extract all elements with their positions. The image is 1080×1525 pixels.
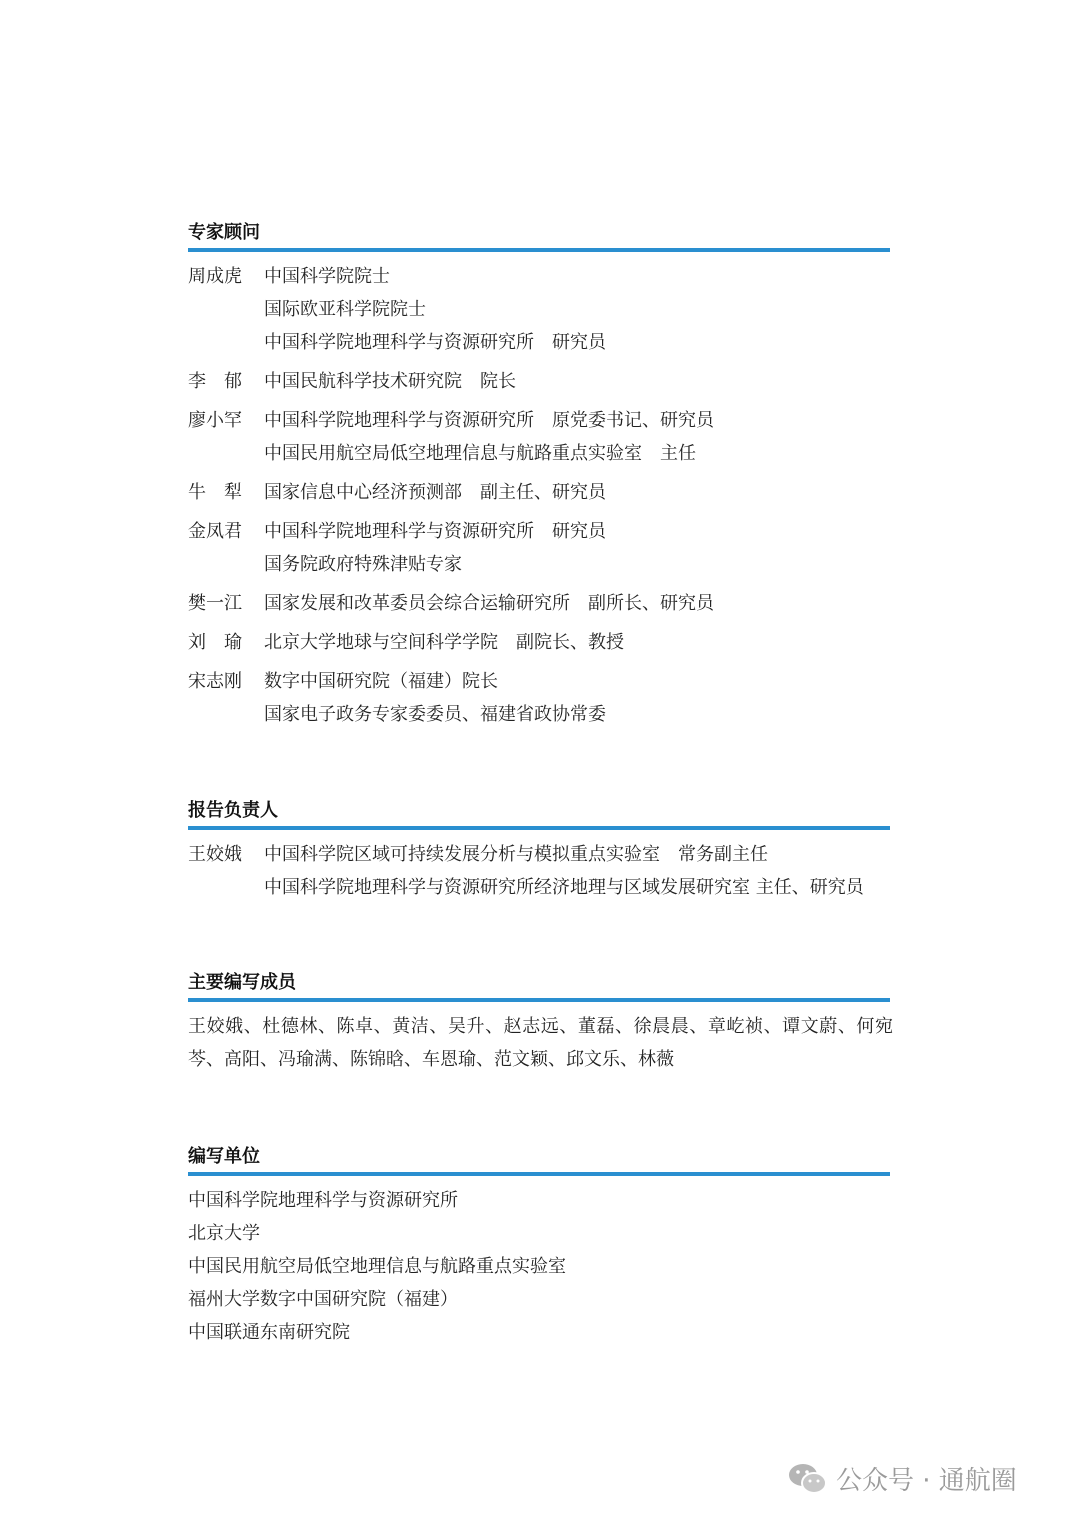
person-titles [264, 587, 890, 620]
person-name: 金凤君 [188, 521, 242, 542]
person-name: 刘 瑜 [188, 632, 242, 653]
person-title-line: 国家信息中心经济预测部 副主任、研究员 [264, 482, 606, 503]
person-title-line: 中国科学院地理科学与资源研究所 原党委书记、研究员 [264, 410, 714, 431]
person-title-line: 中国科学院院士 [264, 266, 390, 287]
person-entry [188, 838, 890, 904]
person-name: 宋志刚 [188, 671, 242, 692]
person-entry [188, 404, 890, 470]
units-list [188, 1184, 890, 1349]
section-divider [188, 998, 890, 1002]
section-title: 报告负责人 [188, 800, 278, 821]
person-title-line: 北京大学地球与空间科学学院 副院长、教授 [264, 632, 624, 653]
person-titles [264, 476, 890, 509]
person-name: 李 郁 [188, 371, 242, 392]
members-section [188, 970, 893, 1076]
person-titles [264, 404, 890, 470]
person-titles [264, 260, 890, 359]
person-titles [264, 365, 890, 398]
section-title: 专家顾问 [188, 222, 260, 243]
person-title-line: 国家电子政务专家委委员、福建省政协常委 [264, 704, 606, 725]
person-title-line: 中国科学院地理科学与资源研究所经济地理与区域发展研究室 主任、研究员 [264, 877, 864, 898]
advisor-list [188, 260, 890, 731]
unit-item: 中国民用航空局低空地理信息与航路重点实验室 [188, 1256, 566, 1277]
person-entry [188, 665, 890, 731]
person-name: 周成虎 [188, 266, 242, 287]
person-title-line: 中国民用航空局低空地理信息与航路重点实验室 主任 [264, 443, 696, 464]
members-list: 王姣娥、杜德林、陈卓、黄洁、吴升、赵志远、董磊、徐晨晨、章屹祯、谭文蔚、何宛芩、高阳、冯瑜满、陈锦晗、车恩瑜、范文颖、邱文乐、林薇 [188, 1016, 893, 1070]
lead-list [188, 838, 890, 904]
person-entry [188, 476, 890, 509]
person-title-line: 中国民航科学技术研究院 院长 [264, 371, 516, 392]
section-divider [188, 248, 890, 252]
advisors-section [188, 220, 890, 737]
person-titles [264, 665, 890, 731]
person-title-line: 国家发展和改革委员会综合运输研究所 副所长、研究员 [264, 593, 714, 614]
person-titles [264, 515, 890, 581]
wechat-icon [788, 1462, 828, 1496]
person-title-line: 中国科学院区域可持续发展分析与模拟重点实验室 常务副主任 [264, 844, 768, 865]
person-title-line: 国务院政府特殊津贴专家 [264, 554, 462, 575]
person-title-line: 中国科学院地理科学与资源研究所 研究员 [264, 332, 606, 353]
units-section [188, 1144, 890, 1349]
section-divider [188, 1172, 890, 1176]
unit-item: 中国科学院地理科学与资源研究所 [188, 1190, 458, 1211]
person-name: 廖小罕 [188, 410, 242, 431]
person-title-line: 中国科学院地理科学与资源研究所 研究员 [264, 521, 606, 542]
lead-section [188, 798, 890, 910]
unit-item: 中国联通东南研究院 [188, 1322, 350, 1343]
section-title: 编写单位 [188, 1146, 260, 1167]
person-entry [188, 260, 890, 359]
unit-item: 北京大学 [188, 1223, 260, 1244]
person-title-line: 国际欧亚科学院院士 [264, 299, 426, 320]
watermark [788, 1460, 1017, 1497]
person-name: 牛 犁 [188, 482, 242, 503]
person-entry [188, 587, 890, 620]
person-titles [264, 626, 890, 659]
watermark-text: 公众号 · 通航圈 [836, 1466, 1017, 1496]
unit-item: 福州大学数字中国研究院（福建） [188, 1289, 458, 1310]
section-title: 主要编写成员 [188, 972, 296, 993]
person-name: 樊一江 [188, 593, 242, 614]
person-title-line: 数字中国研究院（福建）院长 [264, 671, 498, 692]
person-name: 王姣娥 [188, 844, 242, 865]
person-titles [264, 838, 890, 904]
section-divider [188, 826, 890, 830]
person-entry [188, 365, 890, 398]
person-entry [188, 515, 890, 581]
person-entry [188, 626, 890, 659]
